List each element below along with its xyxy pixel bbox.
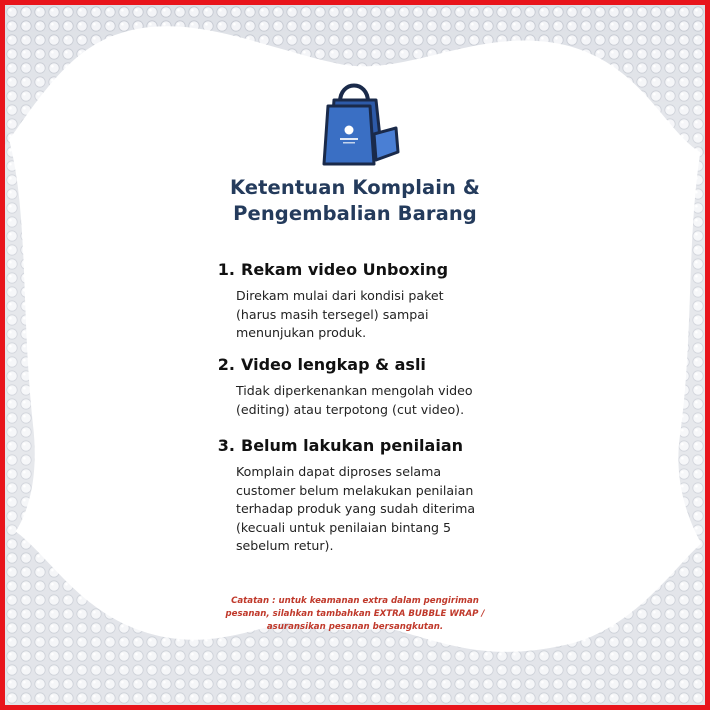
list-item: [205, 260, 525, 343]
item-description: [236, 287, 525, 343]
item-description-line: Direkam mulai dari kondisi paket: [236, 288, 444, 303]
item-title: Video lengkap & asli: [241, 355, 426, 374]
item-number: 2.: [217, 355, 235, 374]
item-description-line: Komplain dapat diproses selama: [236, 464, 442, 479]
list-item: [205, 355, 525, 419]
title-line-2: Pengembalian Barang: [233, 202, 477, 225]
item-description-line: customer belum melakukan penilaian: [236, 482, 474, 498]
item-description-line: Tidak diperkenankan mengolah video: [236, 383, 473, 398]
list-item: [205, 436, 525, 556]
shipping-note: [5, 595, 705, 634]
title-line-1: Ketentuan Komplain &: [229, 176, 481, 199]
item-title: Rekam video Unboxing: [241, 260, 449, 279]
item-description-line: (harus masih tersegel) sampai: [236, 306, 429, 322]
item-description-line: menunjukan produk.: [236, 325, 367, 341]
item-title: Belum lakukan penilaian: [241, 436, 464, 455]
item-description-line: sebelum retur).: [236, 538, 334, 554]
item-description-line: (editing) atau terpotong (cut video).: [236, 401, 465, 417]
item-description: [236, 382, 525, 419]
note-line: pesanan, silahkan tambahkan EXTRA BUBBLE WRAP /: [225, 609, 485, 619]
page-title: [5, 175, 705, 227]
item-description-line: terhadap produk yang sudah diterima: [236, 501, 476, 517]
shopping-bag-icon: [316, 72, 402, 172]
note-line: Catatan : untuk keamanan extra dalam pengiriman: [231, 596, 479, 606]
note-line: asuransikan pesanan bersangkutan.: [266, 622, 444, 632]
item-number: 1.: [217, 260, 235, 279]
item-description-line: (kecuali untuk penilaian bintang 5: [236, 519, 452, 535]
item-number: 3.: [217, 436, 235, 455]
item-description: [236, 463, 525, 556]
